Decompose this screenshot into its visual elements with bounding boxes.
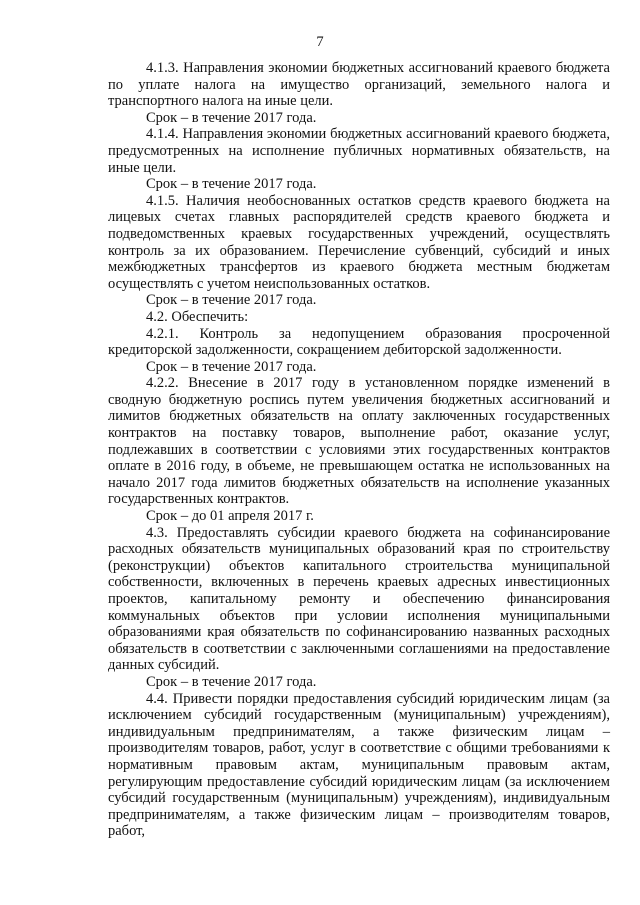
paragraph-4-3: 4.3. Предоставлять субсидии краевого бюджета на софинансирование расходных обязательств муниципальных образований края по строительству (реконструкции) объектов капитального строительства муниципальной собственности, включенных в перечень краевых адресных инвестиционных проектов, капитальному ремонту и обеспечению финансирования коммунальных объектов при условии исполнения муниципальными образованиями края обязательств по софинансированию названных расходных обязательств в соответствии с заключенными соглашениями на предоставление данных субсидий. [108, 524, 610, 674]
deadline-4-1-3: Срок – в течение 2017 года. [146, 109, 317, 126]
paragraph-4-2: 4.2. Обеспечить: [146, 308, 249, 325]
deadline-4-1-5: Срок – в течение 2017 года. [146, 292, 317, 309]
document-body [108, 60, 610, 840]
paragraph-4-1-3: 4.1.3. Направления экономии бюджетных ассигнований краевого бюджета по уплате налога на имущество организаций, земельного налога и транспортного налога на иные цели. [108, 60, 610, 110]
deadline-4-3: Срок – в течение 2017 года. [146, 673, 317, 690]
deadline-4-2-1: Срок – в течение 2017 года. [146, 358, 317, 375]
deadline-4-1-4: Срок – в течение 2017 года. [146, 176, 317, 193]
deadline-4-2-2: Срок – до 01 апреля 2017 г. [146, 508, 314, 525]
paragraph-4-1-5: 4.1.5. Наличия необоснованных остатков средств краевого бюджета на лицевых счетах главных распорядителей средств краевого бюджета и подведомственных краевых государственных учреждений, осуществлять контроль за их образованием. Перечисление субвенций, субсидий и иных межбюджетных трансфертов из краевого бюджета местным бюджетам осуществлять с учетом неиспользованных остатков. [108, 192, 610, 292]
paragraph-4-2-1: 4.2.1. Контроль за недопущением образования просроченной кредиторской задолженности, сокращением дебиторской задолженности. [108, 325, 610, 359]
page-number: 7 [316, 34, 324, 50]
paragraph-4-4: 4.4. Привести порядки предоставления субсидий юридическим лицам (за исключением субсидий государственным (муниципальным) учреждениям), индивидуальным предпринимателям, а также физическим лицам – производителям товаров, работ, услуг в соответствие с общими требованиями к нормативным правовым актам, муниципальным правовым актам, регулирующим предоставление субсидий юридическим лицам (за исключением субсидий государственным (муниципальным) учреждениям), индивидуальным предпринимателям, а также физическим лицам – производителям товаров, работ, [108, 690, 610, 840]
paragraph-4-1-4: 4.1.4. Направления экономии бюджетных ассигнований краевого бюджета, предусмотренных на исполнение публичных нормативных обязательств, на иные цели. [108, 126, 610, 176]
paragraph-4-2-2: 4.2.2. Внесение в 2017 году в установленном порядке изменений в сводную бюджетную роспись путем увеличения бюджетных ассигнований и лимитов бюджетных обязательств на оплату заключенных государственных контрактов на поставку товаров, выполнение работ, оказание услуг, подлежавших в соответствии с условиями этих государственных контрактов оплате в 2016 году, в объеме, не превышающем остатка не использованных на начало 2017 года лимитов бюджетных обязательств на исполнение указанных государственных контрактов. [108, 375, 610, 508]
